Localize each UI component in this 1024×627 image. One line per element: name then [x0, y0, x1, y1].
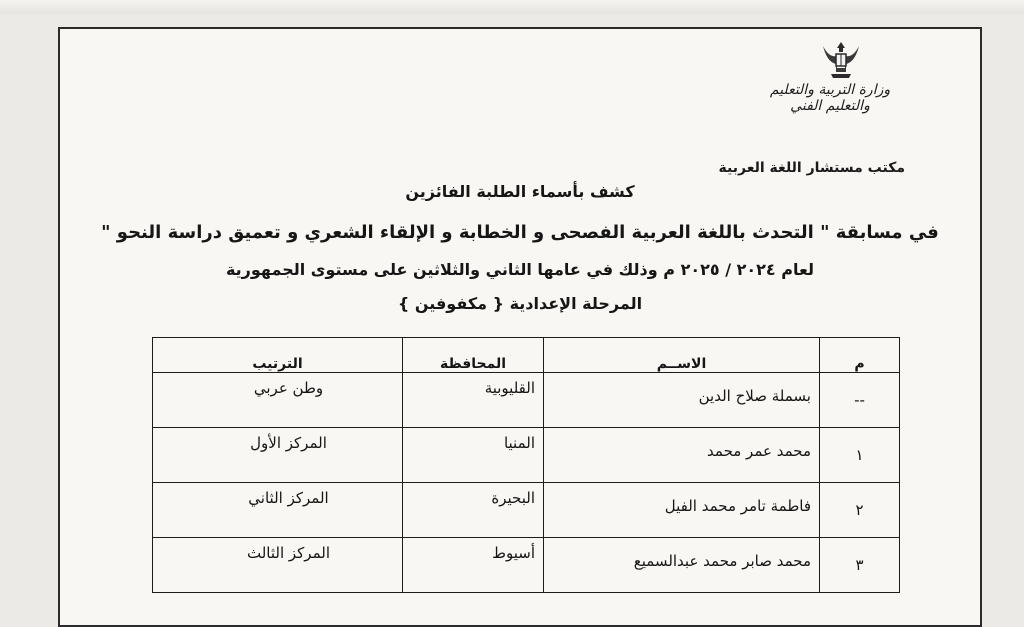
ministry-name-line-2: والتعليم الفني [790, 98, 870, 114]
table-row [153, 483, 900, 538]
rank: وطن عربي [253, 379, 324, 397]
document-title: كشف بأسماء الطلبة الفائزين [405, 182, 635, 201]
column-header-num: م [820, 338, 900, 373]
governorate: البحيرة [491, 489, 535, 507]
letterhead [705, 38, 905, 176]
winners-table [152, 337, 900, 593]
column-header-governorate: المحافظة [403, 338, 544, 373]
rank: المركز الثاني [248, 489, 329, 507]
competition-name: في مسابقة " التحدث باللغة العربية الفصحى و الخطابة و الإلقاء الشعري و تعميق دراسة النحو " [101, 222, 939, 243]
row-number: ٢ [855, 501, 864, 519]
table-row [153, 538, 900, 593]
rank: المركز الأول [250, 434, 327, 452]
table-row [153, 373, 900, 428]
row-number: -- [854, 391, 865, 409]
student-name: بسملة صلاح الدين [698, 387, 811, 405]
year-line: لعام ٢٠٢٤ / ٢٠٢٥ م وذلك في عامها الثاني والثلاثين على مستوى الجمهورية [225, 260, 815, 279]
stage-line: المرحلة الإعدادية { مكفوفين } [397, 294, 643, 313]
student-name: محمد صابر محمد عبدالسميع [633, 552, 811, 570]
governorate: القليوبية [484, 379, 535, 397]
column-header-rank: الترتيب [153, 338, 403, 373]
governorate: المنيا [503, 434, 535, 452]
student-name: فاطمة تامر محمد الفيل [664, 497, 811, 515]
table-row [153, 428, 900, 483]
table-header-row [153, 338, 900, 373]
row-number: ٣ [855, 556, 864, 574]
governorate: أسيوط [492, 544, 535, 562]
scan-top-edge [0, 0, 1024, 14]
row-number: ١ [855, 446, 864, 464]
rank: المركز الثالث [246, 544, 330, 562]
eagle-emblem-icon [819, 38, 863, 80]
column-header-name: الاســم [544, 338, 820, 373]
student-name: محمد عمر محمد [707, 442, 811, 460]
office-label: مكتب مستشار اللغة العربية [718, 160, 905, 176]
ministry-name-line-1: وزارة التربية والتعليم [769, 82, 891, 98]
